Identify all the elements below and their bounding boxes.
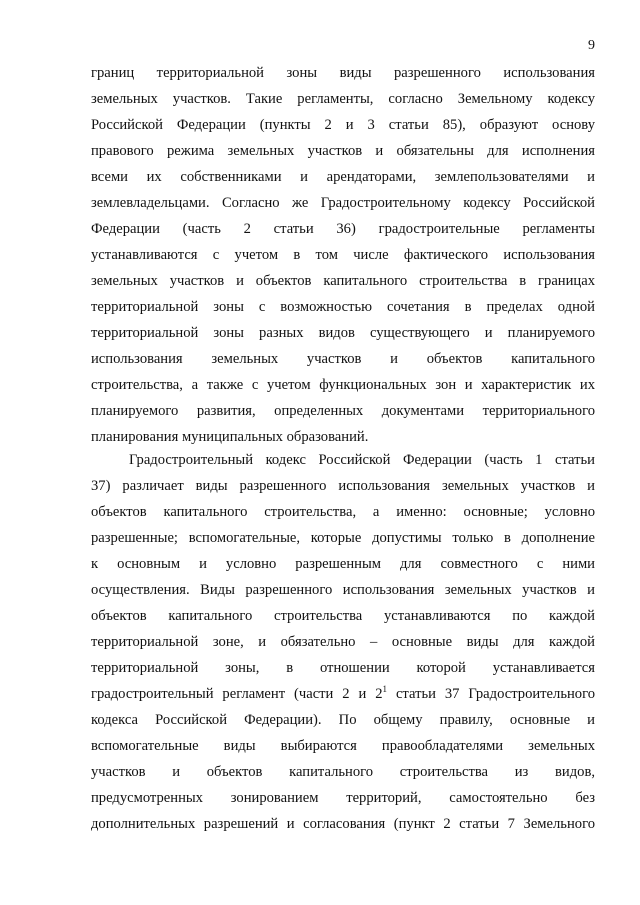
text-line: 37) различает виды разрешенного использования земельных участков и: [91, 478, 595, 494]
paragraph-2: [91, 447, 595, 837]
text-line: объектов капитального строительства устанавливаются по каждой: [91, 608, 595, 624]
text-line: территориальной зоны разных видов существующего и планируемого: [91, 325, 595, 341]
text-line: участков и объектов капитального строительства из видов,: [91, 764, 595, 780]
text-line: всеми их собственниками и арендаторами, землепользователями и: [91, 169, 595, 185]
paragraph-1: [91, 60, 595, 450]
text-line: строительства, а также с учетом функциональных зон и характеристик их: [91, 377, 595, 393]
text-line: устанавливаются с учетом в том числе фактического использования: [91, 247, 595, 263]
text-line: кодекса Российской Федерации). По общему правилу, основные и: [91, 712, 595, 728]
text-line-with-superscript: [91, 681, 595, 707]
text-segment: градостроительный регламент (части 2 и 2: [91, 686, 383, 702]
page-number: 9: [588, 38, 595, 53]
text-line: объектов капитального строительства, а именно: основные; условно: [91, 504, 595, 520]
text-line: правового режима земельных участков и обязательны для исполнения: [91, 143, 595, 159]
text-line: вспомогательные виды выбираются правообладателями земельных: [91, 738, 595, 754]
text-line: Российской Федерации (пункты 2 и 3 статьи 85), образуют основу: [91, 117, 595, 133]
text-line: использования земельных участков и объектов капитального: [91, 351, 595, 367]
text-line: земельных участков. Такие регламенты, согласно Земельному кодексу: [91, 91, 595, 107]
text-line: к основным и условно разрешенным для совместного с ними: [91, 556, 595, 572]
text-line: Градостроительный кодекс Российской Федерации (часть 1 статьи: [129, 452, 595, 468]
text-line: планируемого развития, определенных документами территориального: [91, 403, 595, 419]
text-line: Федерации (часть 2 статьи 36) градостроительные регламенты: [91, 221, 595, 237]
text-line: дополнительных разрешений и согласования (пункт 2 статьи 7 Земельного: [91, 816, 595, 832]
text-line: территориальной зоны, в отношении которой устанавливается: [91, 660, 595, 676]
text-line: землевладельцами. Согласно же Градостроительному кодексу Российской: [91, 195, 595, 211]
superscript: 1: [382, 684, 388, 694]
text-line: предусмотренных зонированием территорий, самостоятельно без: [91, 790, 595, 806]
text-line: осуществления. Виды разрешенного использования земельных участков и: [91, 582, 595, 598]
text-segment: статьи 37 Градостроительного: [387, 686, 595, 702]
text-line: территориальной зоне, и обязательно – основные виды для каждой: [91, 634, 595, 650]
text-line: территориальной зоны с возможностью сочетания в пределах одной: [91, 299, 595, 315]
text-line: планирования муниципальных образований.: [91, 429, 369, 445]
text-line: земельных участков и объектов капитального строительства в границах: [91, 273, 595, 289]
text-line: границ территориальной зоны виды разрешенного использования: [91, 65, 595, 81]
text-line: разрешенные; вспомогательные, которые допустимы только в дополнение: [91, 530, 595, 546]
